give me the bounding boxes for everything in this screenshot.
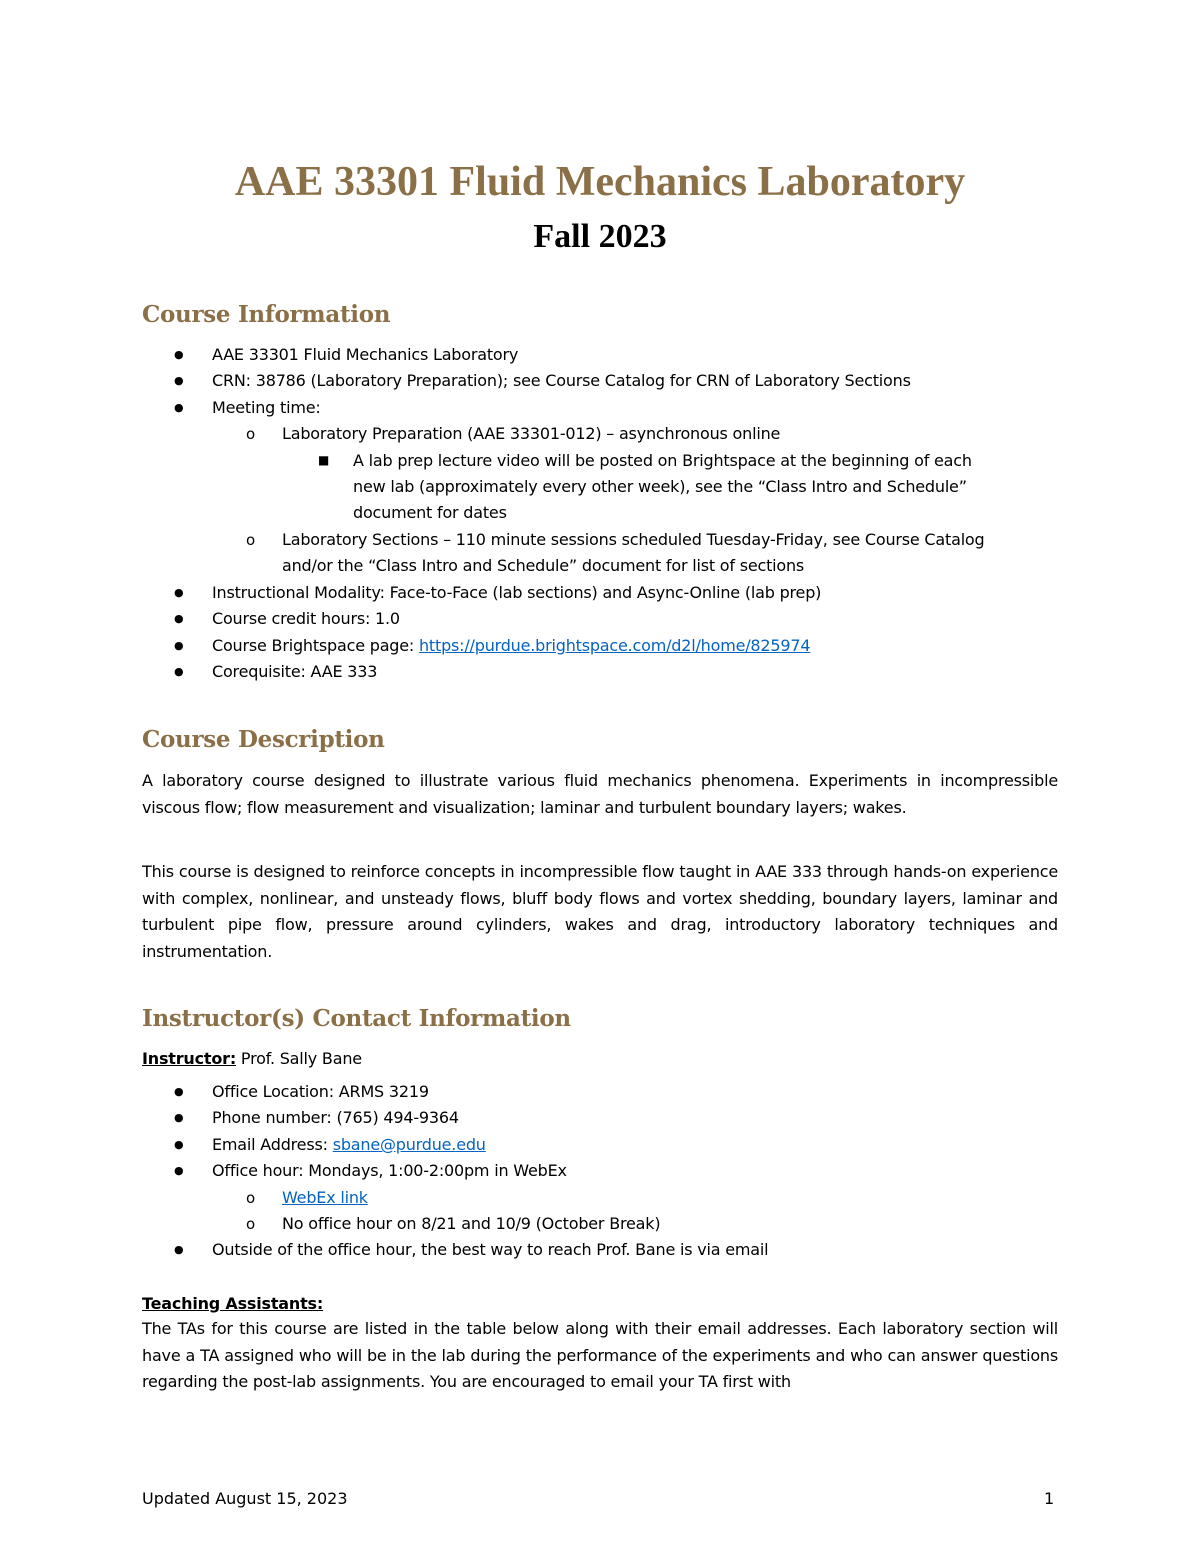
instructor-name: Prof. Sally Bane	[236, 1049, 362, 1068]
outside-office-hour: Outside of the office hour, the best way to reach Prof. Bane is via email	[212, 1240, 769, 1259]
meeting-sub-item: and/or the “Class Intro and Schedule” document for list of sections	[282, 556, 805, 575]
email-label: Email Address:	[212, 1135, 333, 1154]
office-hour: Office hour: Mondays, 1:00-2:00pm in WebEx	[212, 1161, 567, 1180]
circle-bullet-icon	[246, 527, 255, 553]
course-information-heading: Course Information	[142, 301, 391, 328]
office-location: Office Location: ARMS 3219	[212, 1082, 429, 1101]
bullet-icon	[174, 1158, 184, 1186]
course-info-item: AAE 33301 Fluid Mechanics Laboratory	[212, 345, 519, 364]
brightspace-label: Course Brightspace page:	[212, 636, 419, 655]
modality-item: Instructional Modality: Face-to-Face (lab sections) and Async-Online (lab prep)	[212, 583, 822, 602]
email-link[interactable]: sbane@purdue.edu	[332, 1135, 486, 1154]
bullet-icon	[174, 659, 184, 687]
no-office-hour: No office hour on 8/21 and 10/9 (October Break)	[282, 1214, 661, 1233]
meeting-sub-item: Laboratory Sections – 110 minute sessions scheduled Tuesday-Friday, see Course Catalog	[282, 530, 985, 549]
instructor-contact-heading: Instructor(s) Contact Information	[142, 1005, 571, 1032]
bullet-icon	[174, 1132, 184, 1160]
circle-bullet-icon	[246, 421, 255, 447]
bullet-icon	[174, 1079, 184, 1107]
bullet-icon	[174, 342, 184, 370]
bullet-icon	[174, 1237, 184, 1265]
bullet-icon	[174, 395, 184, 423]
teaching-assistants-paragraph: The TAs for this course are listed in the table below along with their email addresses. Each laboratory section will have a TA assigned who will be in the lab during the performance of the experiments and who can answer questions regarding the post-lab assignments. You are encouraged to email your TA first with	[142, 1319, 1058, 1391]
bullet-icon	[174, 580, 184, 608]
bullet-icon	[174, 606, 184, 634]
brightspace-link[interactable]: https://purdue.brightspace.com/d2l/home/825974	[418, 636, 811, 655]
webex-item	[282, 1185, 368, 1211]
circle-bullet-icon	[246, 1211, 255, 1237]
webex-link[interactable]: WebEx link	[282, 1188, 368, 1207]
course-info-item: CRN: 38786 (Laboratory Preparation); see Course Catalog for CRN of Laboratory Sections	[212, 371, 911, 390]
phone-number: Phone number: (765) 494-9364	[212, 1108, 459, 1127]
course-description-paragraph: A laboratory course designed to illustrate various fluid mechanics phenomena. Experiments in incompressible viscous flow; flow measurement and visualization; laminar and turbulent boundary layers; wakes.	[142, 771, 1058, 817]
credit-item: Course credit hours: 1.0	[212, 609, 400, 628]
footer-page-number: 1	[1044, 1489, 1055, 1508]
meeting-detail-line: A lab prep lecture video will be posted on Brightspace at the beginning of each	[353, 451, 972, 470]
course-description-heading: Course Description	[142, 726, 385, 753]
course-info-item: Meeting time:	[212, 398, 321, 417]
bullet-icon	[174, 633, 184, 661]
meeting-detail-line: document for dates	[353, 503, 507, 522]
bullet-icon	[174, 368, 184, 396]
brightspace-item	[212, 633, 810, 659]
teaching-assistants-label: Teaching Assistants:	[142, 1294, 324, 1313]
circle-bullet-icon	[246, 1185, 255, 1211]
footer-updated-date: Updated August 15, 2023	[142, 1489, 348, 1508]
document-title: AAE 33301 Fluid Mechanics Laboratory	[234, 159, 966, 205]
meeting-detail-line: new lab (approximately every other week), see the “Class Intro and Schedule”	[353, 477, 967, 496]
instructor-label: Instructor:	[142, 1049, 237, 1068]
meeting-sub-item: Laboratory Preparation (AAE 33301-012) – asynchronous online	[282, 424, 781, 443]
square-bullet-icon	[318, 448, 329, 475]
document-subtitle: Fall 2023	[533, 218, 667, 255]
bullet-icon	[174, 1105, 184, 1133]
instructor-line	[142, 1046, 362, 1072]
email-item	[212, 1132, 486, 1158]
corequisite-item: Corequisite: AAE 333	[212, 662, 378, 681]
course-description-paragraph: This course is designed to reinforce concepts in incompressible flow taught in AAE 333 through hands-on experience with complex, nonlinear, and unsteady flows, bluff body flows and vortex shedding, boundary layers, laminar and turbulent pipe flow, pressure around cylinders, wakes and drag, introductory laboratory techniques and instrumentation.	[142, 862, 1058, 961]
